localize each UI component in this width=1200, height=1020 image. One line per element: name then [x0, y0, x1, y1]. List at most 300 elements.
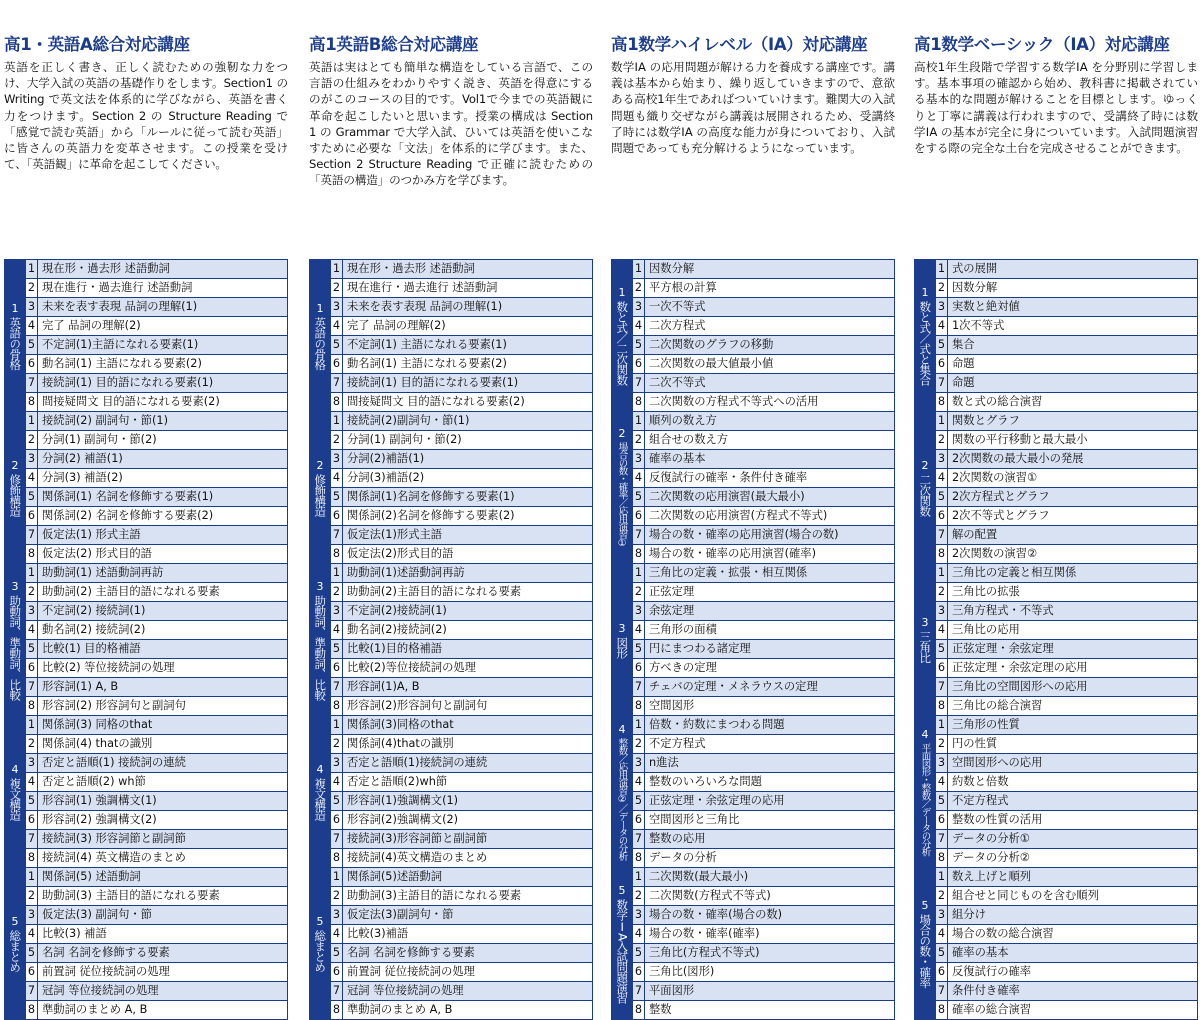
lesson-row	[612, 545, 895, 564]
lesson-title: 二次方程式	[645, 317, 895, 336]
lesson-title: 正弦定理・余弦定理の応用	[645, 792, 895, 811]
unit-number: 3	[316, 579, 324, 593]
lesson-title: 条件付き確率	[948, 982, 1198, 1001]
lesson-title: 助動詞(2) 主語目的語になれる要素	[38, 583, 288, 602]
lesson-number: 2	[26, 431, 38, 450]
unit-label-cell	[5, 260, 26, 412]
unit-label-cell	[5, 868, 26, 1020]
lesson-number: 4	[633, 925, 645, 944]
lesson-title: 助動詞(1) 述語動詞再訪	[38, 564, 288, 583]
lesson-number: 5	[633, 488, 645, 507]
lesson-row	[5, 545, 288, 564]
lesson-title: 場合の数・確率(場合の数)	[645, 906, 895, 925]
lesson-number: 2	[633, 887, 645, 906]
lesson-row	[5, 697, 288, 716]
lesson-title: 接続詞(1) 目的語になれる要素(1)	[38, 374, 288, 393]
lesson-row	[612, 697, 895, 716]
lesson-number: 1	[936, 868, 948, 887]
lesson-title: 2次関数の演習①	[948, 469, 1198, 488]
lesson-title: 一次不等式	[645, 298, 895, 317]
lesson-number: 1	[26, 716, 38, 735]
lesson-number: 5	[936, 640, 948, 659]
lesson-title: 名詞 名詞を修飾する要素	[343, 944, 593, 963]
lesson-number: 2	[633, 431, 645, 450]
lesson-number: 5	[633, 792, 645, 811]
lesson-row	[310, 374, 593, 393]
lesson-number: 5	[936, 488, 948, 507]
lesson-number: 4	[936, 925, 948, 944]
lesson-title: 接続詞(2) 副詞句・節(1)	[38, 412, 288, 431]
lesson-title: 関係詞(5) 述語動詞	[38, 868, 288, 887]
lesson-number: 7	[633, 678, 645, 697]
lesson-row	[915, 811, 1198, 830]
lesson-title: 形容詞(2) 形容詞句と副詞句	[38, 697, 288, 716]
lesson-title: 助動詞(2)主語目的語になれる要素	[343, 583, 593, 602]
lesson-number: 4	[26, 317, 38, 336]
lesson-number: 8	[936, 849, 948, 868]
lesson-number: 1	[26, 564, 38, 583]
lesson-number: 7	[26, 678, 38, 697]
lesson-row	[612, 621, 895, 640]
lesson-number: 7	[26, 374, 38, 393]
lesson-title: 間接疑問文 目的語になれる要素(2)	[343, 393, 593, 412]
lesson-title: 関係詞(3)同格のthat	[343, 716, 593, 735]
lesson-row	[612, 735, 895, 754]
lesson-title: 現在進行・過去進行 述語動詞	[38, 279, 288, 298]
lesson-row	[310, 526, 593, 545]
lesson-row	[915, 431, 1198, 450]
lesson-row	[612, 469, 895, 488]
lesson-number: 7	[936, 982, 948, 1001]
lesson-title: 関係詞(1)名詞を修飾する要素(1)	[343, 488, 593, 507]
lesson-number: 6	[936, 811, 948, 830]
lesson-number: 8	[331, 849, 343, 868]
lesson-number: 7	[331, 982, 343, 1001]
lesson-title: 関係詞(2)名詞を修飾する要素(2)	[343, 507, 593, 526]
lesson-number: 3	[936, 906, 948, 925]
course-title: 高1・英語A総合対応講座	[4, 35, 190, 54]
lesson-title: 三角方程式・不等式	[948, 602, 1198, 621]
lesson-number: 3	[936, 754, 948, 773]
lesson-title: 形容詞(2)強調構文(2)	[343, 811, 593, 830]
lesson-row	[612, 450, 895, 469]
lesson-number: 5	[26, 792, 38, 811]
lesson-number: 3	[633, 298, 645, 317]
lesson-row	[915, 716, 1198, 735]
lesson-row	[310, 735, 593, 754]
lesson-row	[310, 545, 593, 564]
lesson-number: 7	[936, 678, 948, 697]
lesson-row	[915, 564, 1198, 583]
lesson-row	[915, 906, 1198, 925]
lesson-row	[612, 887, 895, 906]
lesson-row	[5, 792, 288, 811]
lesson-number: 8	[936, 697, 948, 716]
lesson-number: 8	[633, 545, 645, 564]
lesson-title: 関係詞(4)thatの識別	[343, 735, 593, 754]
lesson-title: 順列の数え方	[645, 412, 895, 431]
lesson-title: 分詞(2)補語(1)	[343, 450, 593, 469]
lesson-row	[612, 868, 895, 887]
lesson-row	[310, 431, 593, 450]
lesson-number: 2	[936, 279, 948, 298]
unit-label: 総まとめ	[313, 930, 328, 972]
lesson-number: 6	[26, 507, 38, 526]
lesson-row	[612, 412, 895, 431]
lesson-row	[915, 336, 1198, 355]
lesson-title: 二次不等式	[645, 374, 895, 393]
course-title: 高1数学ハイレベル（ⅠA）対応講座	[611, 35, 868, 54]
lesson-number: 7	[633, 526, 645, 545]
lesson-row	[310, 906, 593, 925]
unit-number: 5	[11, 915, 19, 928]
lesson-row	[915, 298, 1198, 317]
lesson-row	[612, 811, 895, 830]
lesson-row	[5, 488, 288, 507]
unit-label-cell	[915, 412, 936, 564]
lesson-title: 形容詞(1)A, B	[343, 678, 593, 697]
lesson-title: 関係詞(4) thatの識別	[38, 735, 288, 754]
lesson-row	[915, 374, 1198, 393]
unit-number: 2	[618, 427, 626, 441]
lesson-row	[5, 716, 288, 735]
lesson-table	[4, 259, 288, 1020]
lesson-title: 比較(2)等位接続詞の処理	[343, 659, 593, 678]
lesson-row	[5, 298, 288, 317]
unit-label-cell	[915, 564, 936, 716]
unit-label: 場合の数・確率	[918, 914, 933, 988]
lesson-number: 7	[633, 982, 645, 1001]
lesson-number: 1	[633, 412, 645, 431]
unit-label: 英語の骨格	[8, 316, 23, 370]
course-title: 高1英語B総合対応講座	[309, 35, 479, 54]
lesson-number: 1	[633, 260, 645, 279]
lesson-title: 円の性質	[948, 735, 1198, 754]
lesson-row	[612, 963, 895, 982]
lesson-title: 余弦定理	[645, 602, 895, 621]
lesson-title: 名詞 名詞を修飾する要素	[38, 944, 288, 963]
lesson-title: 助動詞(3)主語目的語になれる要素	[343, 887, 593, 906]
lesson-title: 三角比の定義と相互関係	[948, 564, 1198, 583]
lesson-title: 三角形の面積	[645, 621, 895, 640]
lesson-number: 3	[331, 298, 343, 317]
lesson-number: 4	[936, 773, 948, 792]
lesson-title: 不定方程式	[645, 735, 895, 754]
lesson-row	[915, 735, 1198, 754]
course-description: 高校1年生段階で学習する数学ⅠA を分野別に学習します。基本事項の確認から始め、教科書に掲載されている基本的な問題が解けることを目標とします。ゆっくりと丁寧に講義は行われますので、受講終了時には数学ⅠA の基本が完全に身についています。入試問題演習をする際の完全な土台を完成させることができます。	[914, 60, 1198, 156]
unit-number: 1	[921, 286, 929, 299]
lesson-row	[310, 260, 593, 279]
lesson-title: 2次関数の演習②	[948, 545, 1198, 564]
lesson-number: 6	[633, 963, 645, 982]
lesson-title: 因数分解	[948, 279, 1198, 298]
unit-number: 3	[11, 579, 19, 593]
lesson-number: 2	[633, 279, 645, 298]
unit-number: 5	[618, 884, 626, 898]
lesson-number: 1	[936, 564, 948, 583]
lesson-row	[5, 1001, 288, 1020]
lesson-row	[5, 773, 288, 792]
lesson-number: 2	[331, 887, 343, 906]
unit-label-cell	[310, 412, 331, 564]
lesson-title: 不定方程式	[948, 792, 1198, 811]
lesson-number: 6	[936, 963, 948, 982]
lesson-title: 分詞(3)補語(2)	[343, 469, 593, 488]
lesson-number: 4	[633, 469, 645, 488]
lesson-number: 2	[331, 583, 343, 602]
lesson-row	[310, 469, 593, 488]
lesson-title: 場合の数・確率(確率)	[645, 925, 895, 944]
lesson-number: 6	[331, 507, 343, 526]
lesson-title: 仮定法(2) 形式目的語	[38, 545, 288, 564]
lesson-title: 三角形の性質	[948, 716, 1198, 735]
lesson-title: 仮定法(1) 形式主語	[38, 526, 288, 545]
lesson-row	[5, 355, 288, 374]
unit-label: 整数／応用演習②／データの分析	[616, 738, 628, 860]
lesson-row	[915, 526, 1198, 545]
lesson-title: 比較(1) 目的格補語	[38, 640, 288, 659]
lesson-title: 関係詞(2) 名詞を修飾する要素(2)	[38, 507, 288, 526]
course-column	[611, 34, 895, 1016]
unit-label-cell	[915, 868, 936, 1020]
lesson-title: チェバの定理・メネラウスの定理	[645, 678, 895, 697]
lesson-number: 2	[331, 279, 343, 298]
lesson-title: 二次関数の最大値最小値	[645, 355, 895, 374]
lesson-number: 2	[936, 887, 948, 906]
lesson-title: 因数分解	[645, 260, 895, 279]
lesson-title: 反復試行の確率・条件付き確率	[645, 469, 895, 488]
lesson-title: 関数の平行移動と最大最小	[948, 431, 1198, 450]
lesson-title: 関係詞(1) 名詞を修飾する要素(1)	[38, 488, 288, 507]
lesson-row	[310, 298, 593, 317]
lesson-number: 8	[331, 393, 343, 412]
lesson-number: 7	[936, 374, 948, 393]
lesson-row	[310, 488, 593, 507]
unit-label-cell	[915, 716, 936, 868]
lesson-row	[5, 336, 288, 355]
lesson-number: 7	[633, 830, 645, 849]
lesson-row	[915, 469, 1198, 488]
lesson-number: 1	[26, 260, 38, 279]
lesson-number: 4	[26, 773, 38, 792]
lesson-title: 分詞(3) 補語(2)	[38, 469, 288, 488]
lesson-row	[5, 317, 288, 336]
lesson-number: 5	[26, 944, 38, 963]
lesson-title: 準動詞のまとめ A, B	[38, 1001, 288, 1020]
lesson-number: 8	[936, 1001, 948, 1020]
lesson-number: 3	[331, 754, 343, 773]
lesson-row	[915, 583, 1198, 602]
lesson-number: 5	[331, 336, 343, 355]
lesson-row	[5, 621, 288, 640]
lesson-row	[310, 678, 593, 697]
course-column	[309, 34, 593, 1016]
course-title: 高1数学ベーシック（ⅠA）対応講座	[914, 35, 1170, 54]
lesson-row	[310, 792, 593, 811]
lesson-title: 動名詞(1) 主語になれる要素(2)	[38, 355, 288, 374]
lesson-title: 接続詞(3) 形容詞節と副詞節	[38, 830, 288, 849]
lesson-title: 正弦定理	[645, 583, 895, 602]
lesson-title: 比較(3)補語	[343, 925, 593, 944]
lesson-number: 8	[26, 545, 38, 564]
lesson-title: 確率の総合演習	[948, 1001, 1198, 1020]
course-description: 数学ⅠA の応用問題が解ける力を養成する講座です。講義は基本から始まり、繰り返していきますので、意欲ある高校1年生であればついていけます。難関大の入試問題も織り交ぜながら講義は展開されるため、受講終了時には数学ⅠA の高度な能力が身についており、入試問題であっても充分解けるようになっています。	[611, 60, 895, 156]
lesson-row	[310, 982, 593, 1001]
lesson-row	[310, 412, 593, 431]
lesson-number: 2	[633, 735, 645, 754]
lesson-row	[310, 811, 593, 830]
unit-number: 1	[618, 286, 626, 299]
lesson-title: 現在形・過去形 述語動詞	[343, 260, 593, 279]
lesson-title: 接続詞(4) 英文構造のまとめ	[38, 849, 288, 868]
lesson-title: 空間図形への応用	[948, 754, 1198, 773]
lesson-row	[915, 982, 1198, 1001]
lesson-title: 二次関数のグラフの移動	[645, 336, 895, 355]
lesson-row	[310, 944, 593, 963]
unit-number: 4	[11, 763, 19, 776]
lesson-title: 三角比の応用	[948, 621, 1198, 640]
lesson-number: 5	[331, 944, 343, 963]
lesson-row	[5, 583, 288, 602]
lesson-title: 助動詞(3) 主語目的語になれる要素	[38, 887, 288, 906]
unit-number: 2	[921, 459, 929, 472]
lesson-number: 3	[633, 906, 645, 925]
lesson-number: 4	[26, 469, 38, 488]
lesson-row	[915, 545, 1198, 564]
lesson-number: 2	[936, 735, 948, 754]
lesson-title: 接続詞(3)形容詞節と副詞節	[343, 830, 593, 849]
lesson-number: 6	[26, 963, 38, 982]
lesson-row	[310, 583, 593, 602]
lesson-title: 比較(1)目的格補語	[343, 640, 593, 659]
lesson-number: 4	[633, 773, 645, 792]
lesson-number: 8	[633, 849, 645, 868]
lesson-title: 形容詞(2)形容詞句と副詞句	[343, 697, 593, 716]
lesson-title: 関係詞(5)述語動詞	[343, 868, 593, 887]
lesson-number: 4	[26, 925, 38, 944]
lesson-number: 2	[26, 279, 38, 298]
lesson-number: 3	[633, 450, 645, 469]
lesson-title: 三角比(方程式不等式)	[645, 944, 895, 963]
lesson-row	[612, 678, 895, 697]
lesson-row	[612, 298, 895, 317]
lesson-title: 分詞(1) 副詞句・節(2)	[343, 431, 593, 450]
unit-number: 4	[316, 763, 324, 776]
unit-number: 2	[11, 459, 19, 472]
lesson-number: 6	[633, 659, 645, 678]
lesson-row	[310, 868, 593, 887]
lesson-number: 4	[331, 621, 343, 640]
lesson-number: 5	[331, 640, 343, 659]
lesson-number: 3	[26, 754, 38, 773]
unit-number: 3	[618, 621, 626, 635]
lesson-title: 否定と語順(1)接続詞の連続	[343, 754, 593, 773]
lesson-number: 4	[331, 925, 343, 944]
lesson-row	[5, 507, 288, 526]
lesson-title: 二次関数の応用演習(方程式不等式)	[645, 507, 895, 526]
lesson-title: 三角比の空間図形への応用	[948, 678, 1198, 697]
lesson-row	[5, 906, 288, 925]
unit-label: 英語の骨格	[313, 316, 328, 370]
lesson-number: 5	[633, 640, 645, 659]
lesson-row	[310, 697, 593, 716]
lesson-title: 関係詞(3) 同格のthat	[38, 716, 288, 735]
course-description: 英語は実はとても簡単な構造をしている言語で、この言語の仕組みをわかりやすく説き、英語を得意にするのがこのコースの目的です。Vol1で今までの英語観に革命を起こしたいと思います。授業の構成は Section 1 の Grammar で大学入試、ひいては英語を使いこなすために必要な「文法」を体系的に学びます。また、Section 2 Structure Reading で正確に読むための「英語の構造」のつかみ方を学びます。	[309, 60, 593, 188]
lesson-title: 2次不等式とグラフ	[948, 507, 1198, 526]
lesson-title: 正弦定理・余弦定理の応用	[948, 659, 1198, 678]
lesson-row	[612, 754, 895, 773]
lesson-row	[612, 830, 895, 849]
lesson-number: 8	[26, 393, 38, 412]
lesson-number: 5	[936, 944, 948, 963]
lesson-number: 2	[26, 583, 38, 602]
lesson-number: 7	[331, 830, 343, 849]
unit-label-cell	[612, 868, 633, 1020]
unit-label: 数と式／二次関数	[615, 301, 630, 385]
lesson-row	[612, 659, 895, 678]
lesson-row	[612, 982, 895, 1001]
lesson-number: 6	[936, 355, 948, 374]
unit-label-cell	[612, 412, 633, 564]
lesson-row	[612, 317, 895, 336]
lesson-number: 8	[331, 545, 343, 564]
lesson-number: 3	[936, 602, 948, 621]
lesson-row	[5, 393, 288, 412]
lesson-title: 関数とグラフ	[948, 412, 1198, 431]
lesson-row	[5, 640, 288, 659]
lesson-row	[612, 773, 895, 792]
lesson-title: 場合の数・確率の応用演習(場合の数)	[645, 526, 895, 545]
lesson-title: 仮定法(3) 副詞句・節	[38, 906, 288, 925]
lesson-row	[915, 279, 1198, 298]
lesson-title: 未来を表す表現 品詞の理解(1)	[38, 298, 288, 317]
unit-number: 4	[921, 728, 929, 741]
lesson-number: 5	[936, 792, 948, 811]
lesson-table	[611, 259, 895, 1020]
unit-label-cell	[5, 716, 26, 868]
lesson-row	[612, 336, 895, 355]
lesson-title: 未来を表す表現 品詞の理解(1)	[343, 298, 593, 317]
lesson-number: 4	[936, 317, 948, 336]
lesson-row	[915, 697, 1198, 716]
unit-label-cell	[5, 412, 26, 564]
unit-label-cell	[915, 260, 936, 412]
lesson-row	[915, 944, 1198, 963]
lesson-row	[310, 640, 593, 659]
lesson-number: 6	[331, 659, 343, 678]
lesson-number: 5	[633, 336, 645, 355]
lesson-title: 不定詞(2) 接続詞(1)	[38, 602, 288, 621]
lesson-title: 完了 品詞の理解(2)	[343, 317, 593, 336]
lesson-number: 3	[331, 602, 343, 621]
lesson-number: 5	[331, 488, 343, 507]
lesson-row	[915, 659, 1198, 678]
lesson-number: 7	[331, 526, 343, 545]
lesson-title: 確率の基本	[645, 450, 895, 469]
unit-number: 5	[921, 899, 929, 913]
lesson-row	[915, 792, 1198, 811]
lesson-number: 6	[26, 659, 38, 678]
lesson-row	[915, 830, 1198, 849]
lesson-row	[612, 716, 895, 735]
lesson-number: 5	[331, 792, 343, 811]
lesson-number: 7	[633, 374, 645, 393]
lesson-row	[5, 735, 288, 754]
lesson-number: 6	[26, 811, 38, 830]
lesson-row	[5, 431, 288, 450]
lesson-table	[309, 259, 593, 1020]
lesson-number: 6	[331, 355, 343, 374]
